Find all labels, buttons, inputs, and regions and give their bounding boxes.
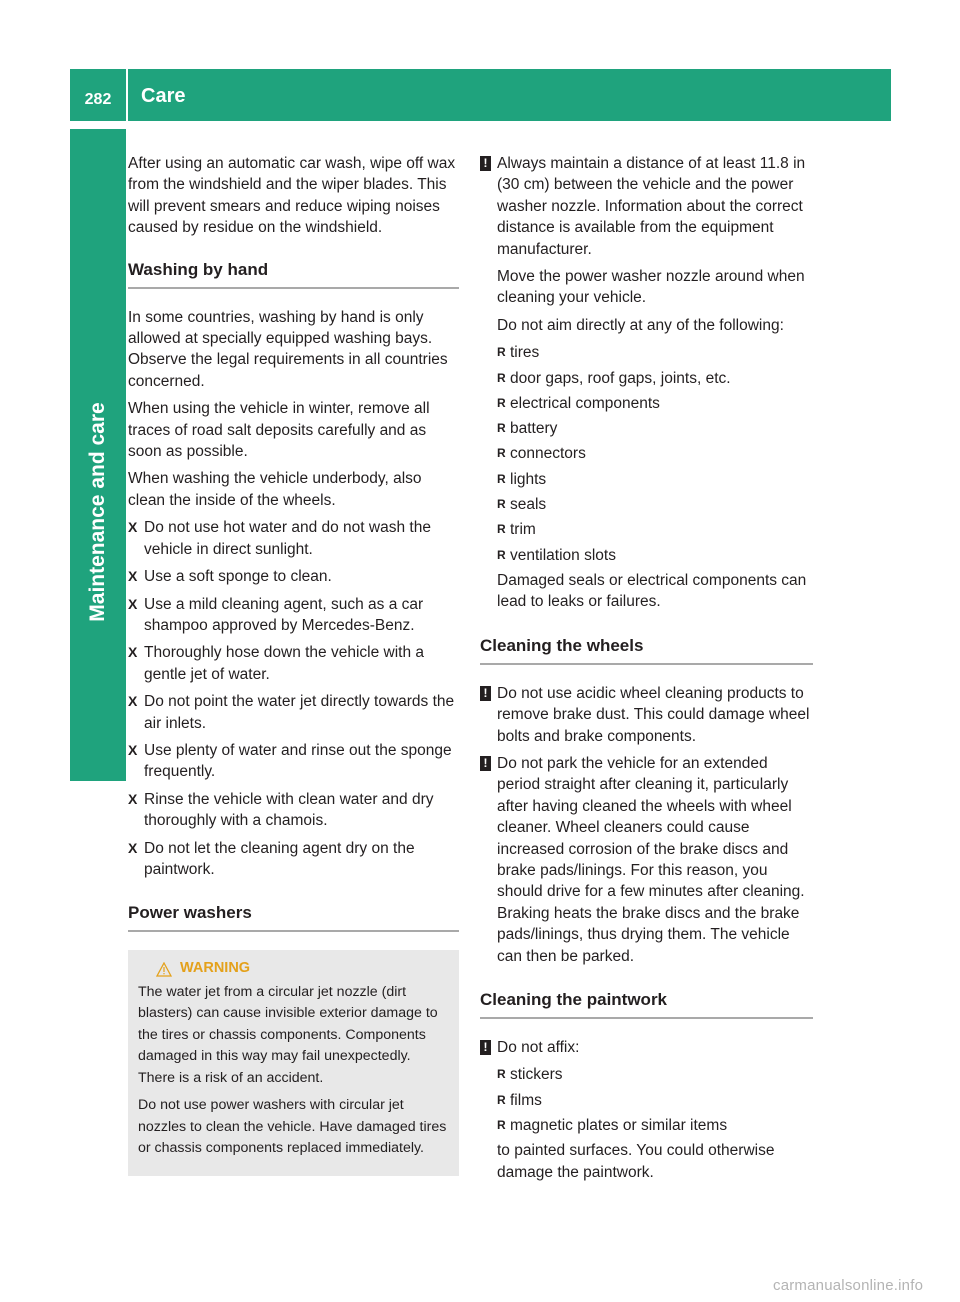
section-heading-cleaning-paintwork: Cleaning the paintwork xyxy=(480,989,813,1019)
note-text: Do not use acidic wheel cleaning products to remove brake dust. This could damage wheel bolts and brake components. xyxy=(497,684,810,745)
exclamation-icon: ! xyxy=(480,756,491,771)
bullet-icon: R xyxy=(497,497,506,512)
list-item xyxy=(497,469,813,490)
note-distance xyxy=(480,153,813,260)
list-item xyxy=(497,1064,813,1085)
exclamation-icon: ! xyxy=(480,1040,491,1055)
step-arrow-icon: X xyxy=(128,644,138,661)
step-arrow-icon: X xyxy=(128,839,138,856)
affix-list xyxy=(497,1064,813,1136)
list-item-text: seals xyxy=(510,496,547,514)
warning-header xyxy=(138,958,449,980)
instruction-step xyxy=(128,789,459,832)
instruction-step xyxy=(128,517,459,560)
list-item-text: electrical components xyxy=(510,394,660,412)
step-arrow-icon: X xyxy=(128,693,138,710)
bullet-icon: R xyxy=(497,1092,506,1107)
section-heading-washing-by-hand: Washing by hand xyxy=(128,259,459,289)
aim-list xyxy=(497,342,813,566)
list-item-text: door gaps, roof gaps, joints, etc. xyxy=(510,369,731,387)
step-text: Do not use hot water and do not wash the vehicle in direct sunlight. xyxy=(144,519,431,558)
bullet-icon: R xyxy=(497,421,506,436)
bullet-icon: R xyxy=(497,395,506,410)
list-item xyxy=(497,494,813,515)
step-text: Do not point the water jet directly towards the air inlets. xyxy=(144,693,455,732)
bullet-icon: R xyxy=(497,471,506,486)
warning-box xyxy=(128,950,459,1176)
paragraph: When using the vehicle in winter, remove all traces of road salt deposits carefully and as soon as possible. xyxy=(128,400,430,461)
list-item-text: tires xyxy=(510,344,540,362)
list-item-text: connectors xyxy=(510,445,586,463)
paragraph: Move the power washer nozzle around when cleaning your vehicle. xyxy=(497,268,805,307)
bullet-icon: R xyxy=(497,1067,506,1082)
exclamation-icon: ! xyxy=(480,686,491,701)
list-item-text: stickers xyxy=(510,1066,563,1084)
watermark: carmanualsonline.info xyxy=(773,1277,924,1294)
instruction-step xyxy=(128,838,459,881)
list-item-text: trim xyxy=(510,521,536,539)
note-text: Do not park the vehicle for an extended period straight after cleaning it, particularly after having cleaned the wheels with wheel cleaner. Wheel cleaners could cause increased corrosion of the brake discs and brake pads/linings. For this reason, you should drive for a few minutes after cleaning. Braking heats the brake discs and the brake pads/linings, thus drying them. The vehicle can then be parked. xyxy=(497,754,805,965)
paragraph: Damaged seals or electrical components can lead to leaks or failures. xyxy=(497,571,807,611)
bullet-icon: R xyxy=(497,370,506,385)
note-do-not-affix xyxy=(480,1037,813,1058)
page-number: 282 xyxy=(84,91,112,108)
bullet-icon: R xyxy=(497,547,506,562)
left-column xyxy=(128,153,459,1176)
note-text: Always maintain a distance of at least 11.8 in (30 cm) between the vehicle and the power washer nozzle. Information about the correct distance is available from the equipment manufacturer. xyxy=(497,155,806,258)
intro-paragraph: After using an automatic car wash, wipe off wax from the windshield and the wiper blades. This will prevent smears and reduce wiping noises caused by residue on the windshield. xyxy=(128,155,456,237)
list-item xyxy=(497,368,813,389)
step-text: Rinse the vehicle with clean water and dry thoroughly with a chamois. xyxy=(144,790,434,830)
instruction-step xyxy=(128,566,459,587)
paragraph: In some countries, washing by hand is only allowed at specially equipped washing bays. Observe the legal requirements in all countries concerned. xyxy=(128,308,448,390)
warning-title: WARNING xyxy=(180,960,251,977)
paragraph: When washing the vehicle underbody, also clean the inside of the wheels. xyxy=(128,470,422,509)
list-item xyxy=(497,342,813,363)
bullet-icon: R xyxy=(497,446,506,461)
step-arrow-icon: X xyxy=(128,790,138,807)
note-text: Do not affix: xyxy=(497,1039,580,1057)
list-item xyxy=(497,418,813,439)
header-bar xyxy=(70,69,891,121)
step-text: Do not let the cleaning agent dry on the paintwork. xyxy=(144,839,415,878)
list-item xyxy=(497,519,813,540)
instruction-step xyxy=(128,691,459,734)
note-wheel-cleaner xyxy=(480,683,813,747)
page-title: Care xyxy=(141,85,186,107)
step-text: Use a mild cleaning agent, such as a car shampoo approved by Mercedes-Benz. xyxy=(144,595,424,634)
list-item-text: magnetic plates or similar items xyxy=(510,1117,728,1135)
step-arrow-icon: X xyxy=(128,568,138,585)
instruction-step xyxy=(128,642,459,685)
side-tab-label: Maintenance and care xyxy=(86,402,109,622)
list-item-text: battery xyxy=(510,420,558,438)
instruction-step xyxy=(128,594,459,637)
warning-paragraph: The water jet from a circular jet nozzle (dirt blasters) can cause invisible exterior damage to the tires or chassis components. Components damaged in this way may fail unexpectedly. There is a risk of an accident. xyxy=(138,983,438,1086)
warning-triangle-icon xyxy=(156,962,172,977)
step-text: Thoroughly hose down the vehicle with a gentle jet of water. xyxy=(144,644,425,683)
warning-paragraph: Do not use power washers with circular jet nozzles to clean the vehicle. Have damaged tires or chassis components replaced immediately. xyxy=(138,1097,447,1157)
paragraph: to painted surfaces. You could otherwise damage the paintwork. xyxy=(497,1142,775,1181)
exclamation-icon: ! xyxy=(480,156,491,171)
bullet-icon: R xyxy=(497,522,506,537)
list-item xyxy=(497,545,813,566)
note-parking xyxy=(480,753,813,967)
step-text: Use a soft sponge to clean. xyxy=(144,568,332,586)
section-heading-cleaning-wheels: Cleaning the wheels xyxy=(480,635,813,665)
step-arrow-icon: X xyxy=(128,595,138,612)
list-item xyxy=(497,1090,813,1111)
list-item xyxy=(497,393,813,414)
list-item-text: films xyxy=(510,1091,542,1109)
list-item xyxy=(497,443,813,464)
step-arrow-icon: X xyxy=(128,741,138,758)
instruction-step xyxy=(128,740,459,783)
right-column xyxy=(480,153,813,1189)
step-text: Use plenty of water and rinse out the sponge frequently. xyxy=(144,741,452,781)
step-arrow-icon: X xyxy=(128,519,138,536)
paragraph: Do not aim directly at any of the following: xyxy=(497,316,784,334)
bullet-icon: R xyxy=(497,1118,506,1133)
section-heading-power-washers: Power washers xyxy=(128,902,459,932)
list-item-text: lights xyxy=(510,470,547,488)
bullet-icon: R xyxy=(497,345,506,360)
header-divider xyxy=(126,69,128,121)
list-item xyxy=(497,1115,813,1136)
list-item-text: ventilation slots xyxy=(510,546,616,564)
